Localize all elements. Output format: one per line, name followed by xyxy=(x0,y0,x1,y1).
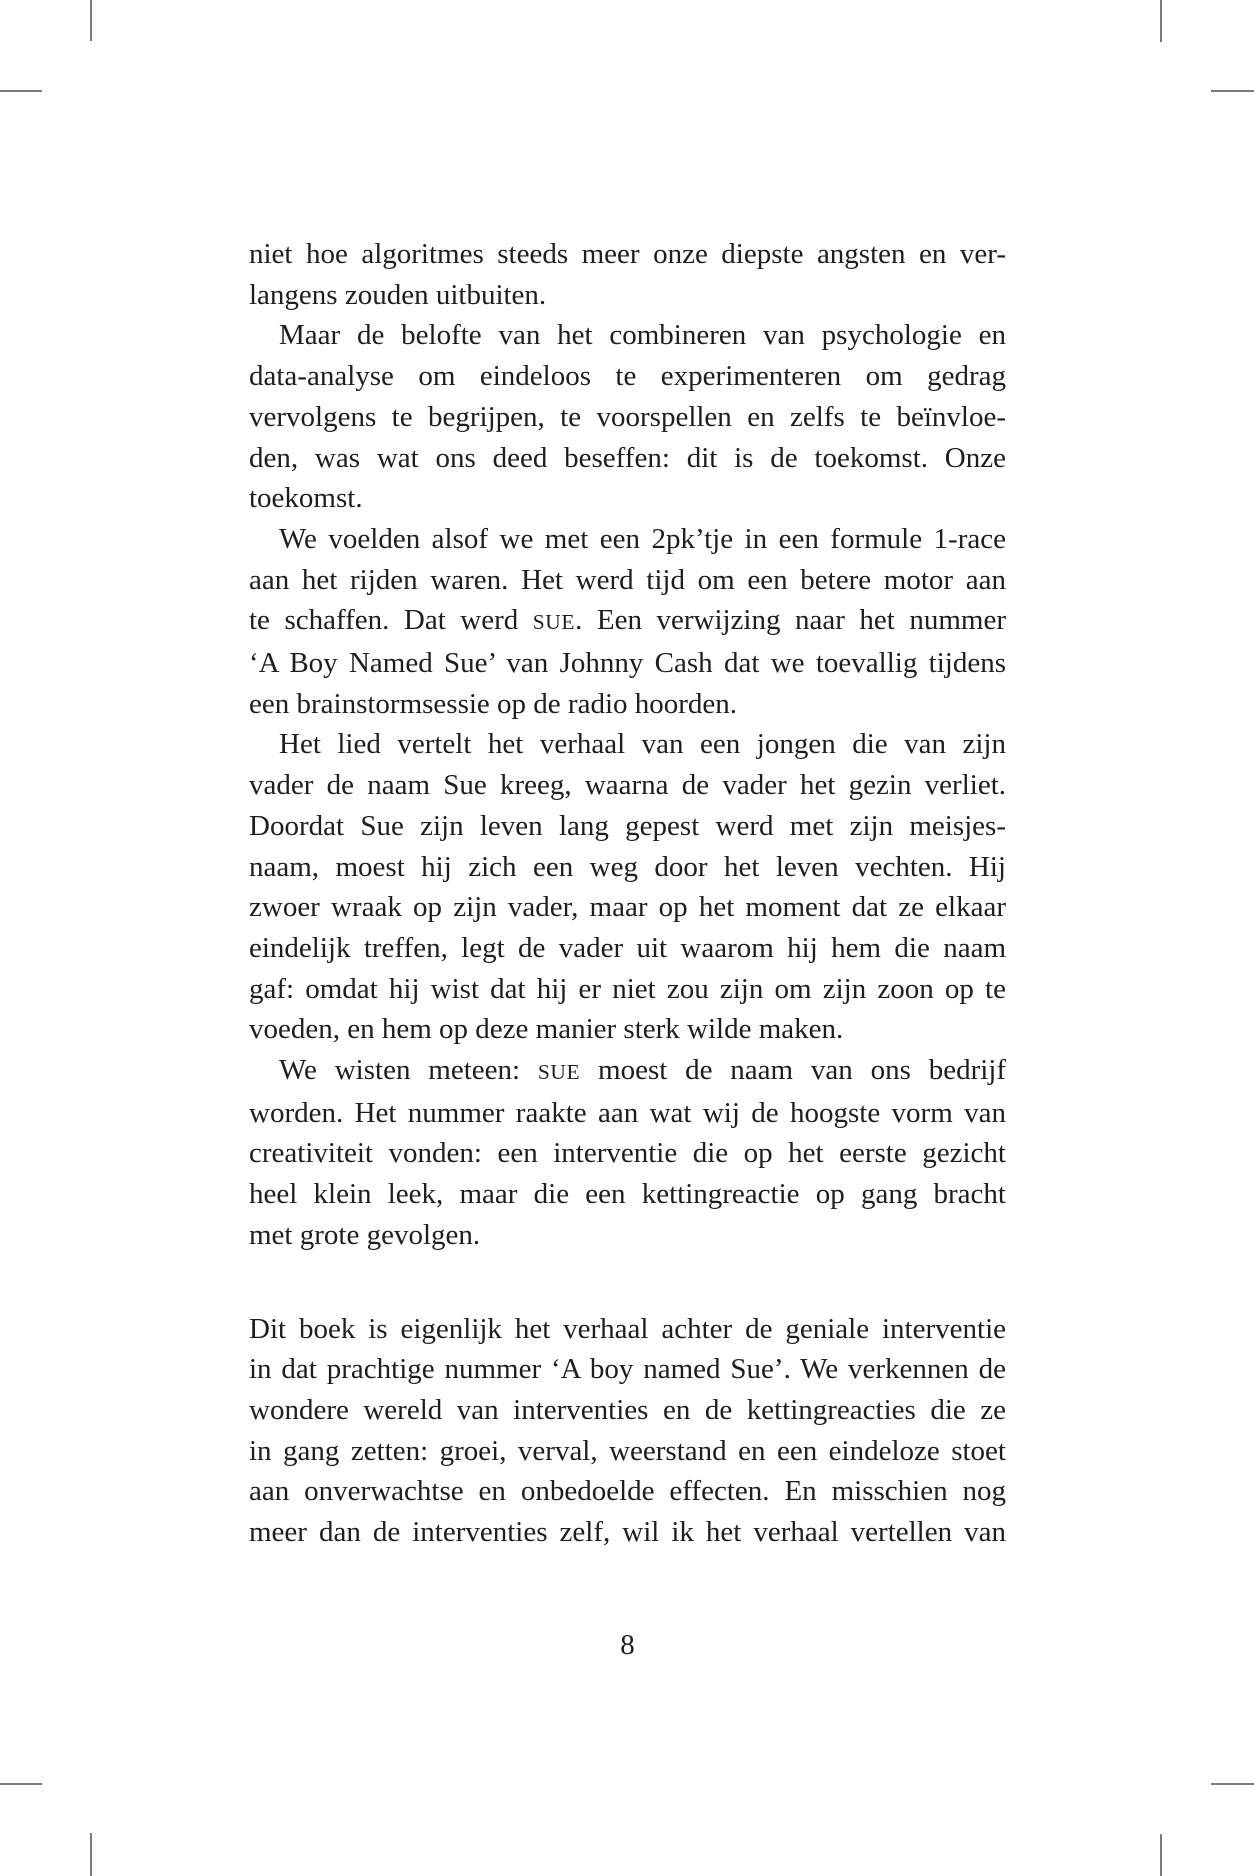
text-line: wondere wereld van interventies en de kettingreacties die ze xyxy=(249,1393,1006,1426)
text-line: een brainstormsessie op de radio hoorden. xyxy=(249,687,738,720)
crop-mark-bottom-left-horizontal xyxy=(0,1783,42,1785)
text-line: Het lied vertelt het verhaal van een jongen die van zijn xyxy=(279,728,1006,761)
text-line: meer dan de interventies zelf, wil ik het verhaal vertellen van xyxy=(249,1516,1006,1549)
text-line: aan het rijden waren. Het werd tijd om een betere motor aan xyxy=(249,563,1006,596)
text-block xyxy=(249,234,1006,1553)
text-line: toekomst. xyxy=(249,482,363,515)
text-line: data-analyse om eindeloos te experimenteren om gedrag xyxy=(249,360,1006,393)
crop-mark-bottom-left-vertical xyxy=(90,1833,92,1876)
text-line: gaf: omdat hij wist dat hij er niet zou zijn om zijn zoon op te xyxy=(249,972,1006,1005)
text-line: We wisten meteen: SUE moest de naam van ons bedrijf xyxy=(279,1054,1007,1087)
text-line: eindelijk treffen, legt de vader uit waarom hij hem die naam xyxy=(249,931,1006,964)
text-line: We voelden alsof we met een 2pk’tje in een formule 1-race xyxy=(279,522,1006,555)
paragraph xyxy=(249,724,1006,1050)
crop-mark-top-right-horizontal xyxy=(1211,90,1254,92)
text-line: creativiteit vonden: een interventie die op het eerste gezicht xyxy=(249,1137,1006,1170)
page-number xyxy=(249,1625,1006,1666)
crop-mark-top-left-vertical xyxy=(90,0,92,41)
crop-mark-top-right-vertical xyxy=(1160,0,1162,42)
text-line: niet hoe algoritmes steeds meer onze diepste angsten en ver- xyxy=(249,238,1006,270)
text-line: Doordat Sue zijn leven lang gepest werd met zijn meisjes- xyxy=(249,809,1006,842)
text-line: naam, moest hij zich een weg door het leven vechten. Hij xyxy=(249,850,1006,883)
text-line: langens zouden uitbuiten. xyxy=(249,278,547,311)
crop-mark-top-left-horizontal xyxy=(0,90,42,92)
paragraph xyxy=(249,519,1006,725)
crop-mark-bottom-right-horizontal xyxy=(1211,1783,1254,1785)
text-line: Maar de belofte van het combineren van psychologie en xyxy=(279,319,1006,352)
text-line: in gang zetten: groei, verval, weerstand en een eindeloze stoet xyxy=(249,1434,1006,1467)
paragraph xyxy=(249,1050,1006,1256)
page-number-value: 8 xyxy=(620,1629,635,1661)
text-line: worden. Het nummer raakte aan wat wij de hoogste vorm van xyxy=(249,1096,1006,1129)
text-line: te schaffen. Dat werd SUE. Een verwijzing naar het nummer xyxy=(249,604,1006,637)
smallcaps-sue: SUE xyxy=(537,1060,581,1085)
crop-mark-bottom-right-vertical xyxy=(1160,1834,1162,1876)
paragraph xyxy=(249,234,1006,315)
text-line: vader de naam Sue kreeg, waarna de vader het gezin verliet. xyxy=(249,769,1006,802)
text-line: met grote gevolgen. xyxy=(249,1218,481,1251)
paragraph xyxy=(249,1309,1006,1553)
text-line: vervolgens te begrijpen, te voorspellen en zelfs te beïnvloe- xyxy=(249,400,1006,433)
text-line: zwoer wraak op zijn vader, maar op het moment dat ze elkaar xyxy=(249,891,1006,924)
text-line: voeden, en hem op deze manier sterk wilde maken. xyxy=(249,1013,844,1046)
text-line: in dat prachtige nummer ‘A boy named Sue’. We verkennen de xyxy=(249,1353,1006,1386)
text-line: ‘A Boy Named Sue’ van Johnny Cash dat we toevallig tijdens xyxy=(249,647,1006,680)
text-line: Dit boek is eigenlijk het verhaal achter de geniale interventie xyxy=(249,1312,1006,1345)
text-line: den, was wat ons deed beseffen: dit is de toekomst. Onze xyxy=(249,441,1006,474)
text-line: heel klein leek, maar die een kettingreactie op gang bracht xyxy=(249,1178,1006,1211)
paragraph xyxy=(249,315,1006,519)
smallcaps-sue: SUE xyxy=(532,610,576,635)
text-line: aan onverwachtse en onbedoelde effecten. En misschien nog xyxy=(249,1475,1006,1508)
